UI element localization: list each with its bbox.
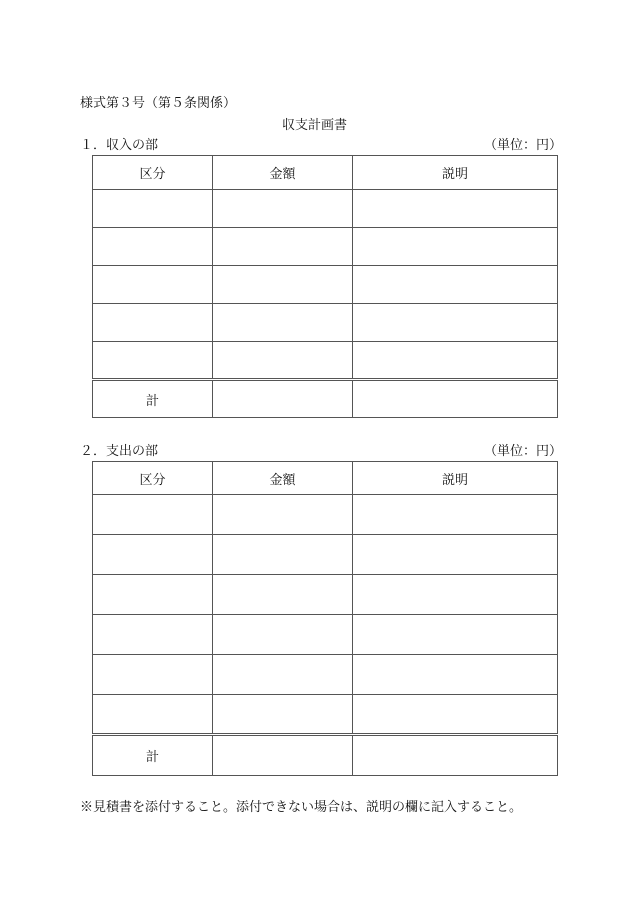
expense-col-amount: 金額 <box>213 462 353 495</box>
expense-amount-cell[interactable] <box>213 535 353 575</box>
income-amount-cell[interactable] <box>213 342 353 380</box>
income-category-cell[interactable] <box>93 342 213 380</box>
expense-total-row <box>93 735 558 776</box>
income-amount-cell[interactable] <box>213 304 353 342</box>
income-category-cell[interactable] <box>93 266 213 304</box>
expense-heading: ２．支出の部 <box>80 444 159 459</box>
expense-category-cell[interactable] <box>93 695 213 735</box>
income-description-cell[interactable] <box>353 190 558 228</box>
expense-total-description-cell[interactable] <box>353 735 558 776</box>
income-total-amount-cell[interactable] <box>213 380 353 418</box>
expense-table-row <box>93 655 558 695</box>
income-amount-cell[interactable] <box>213 228 353 266</box>
expense-description-cell[interactable] <box>353 615 558 655</box>
footnote: ※見積書を添付すること。添付できない場合は、説明の欄に記入すること。 <box>80 800 523 815</box>
income-category-cell[interactable] <box>93 304 213 342</box>
expense-amount-cell[interactable] <box>213 655 353 695</box>
income-total-row <box>93 380 558 418</box>
expense-table-row <box>93 695 558 735</box>
income-category-cell[interactable] <box>93 228 213 266</box>
expense-total-amount-cell[interactable] <box>213 735 353 776</box>
expense-col-description: 説明 <box>353 462 558 495</box>
income-table-row <box>93 304 558 342</box>
expense-description-cell[interactable] <box>353 535 558 575</box>
income-amount-cell[interactable] <box>213 266 353 304</box>
expense-description-cell[interactable] <box>353 655 558 695</box>
expense-table-row <box>93 495 558 535</box>
document-title: 収支計画書 <box>282 118 348 133</box>
expense-header-row <box>93 462 558 495</box>
expense-amount-cell[interactable] <box>213 575 353 615</box>
expense-category-cell[interactable] <box>93 535 213 575</box>
expense-table-row <box>93 615 558 655</box>
income-table-row <box>93 342 558 380</box>
income-header-row <box>93 156 558 190</box>
income-description-cell[interactable] <box>353 228 558 266</box>
income-col-amount: 金額 <box>213 156 353 190</box>
expense-total-label: 計 <box>93 735 213 776</box>
expense-table-row <box>93 535 558 575</box>
expense-unit-label: （単位：円） <box>484 444 563 459</box>
income-table <box>92 155 558 418</box>
income-table-row <box>93 266 558 304</box>
expense-description-cell[interactable] <box>353 575 558 615</box>
income-description-cell[interactable] <box>353 266 558 304</box>
income-col-category: 区分 <box>93 156 213 190</box>
income-table-row <box>93 228 558 266</box>
income-col-description: 説明 <box>353 156 558 190</box>
expense-amount-cell[interactable] <box>213 695 353 735</box>
income-heading: １．収入の部 <box>80 138 159 153</box>
form-number: 様式第３号（第５条関係） <box>80 96 237 111</box>
expense-col-category: 区分 <box>93 462 213 495</box>
expense-category-cell[interactable] <box>93 615 213 655</box>
expense-category-cell[interactable] <box>93 495 213 535</box>
expense-amount-cell[interactable] <box>213 615 353 655</box>
expense-description-cell[interactable] <box>353 495 558 535</box>
income-table-row <box>93 190 558 228</box>
income-total-label: 計 <box>93 380 213 418</box>
expense-table <box>92 461 558 776</box>
expense-category-cell[interactable] <box>93 655 213 695</box>
expense-table-row <box>93 575 558 615</box>
income-category-cell[interactable] <box>93 190 213 228</box>
expense-category-cell[interactable] <box>93 575 213 615</box>
income-amount-cell[interactable] <box>213 190 353 228</box>
income-total-description-cell[interactable] <box>353 380 558 418</box>
income-description-cell[interactable] <box>353 304 558 342</box>
expense-amount-cell[interactable] <box>213 495 353 535</box>
expense-description-cell[interactable] <box>353 695 558 735</box>
income-unit-label: （単位：円） <box>484 138 563 153</box>
income-description-cell[interactable] <box>353 342 558 380</box>
